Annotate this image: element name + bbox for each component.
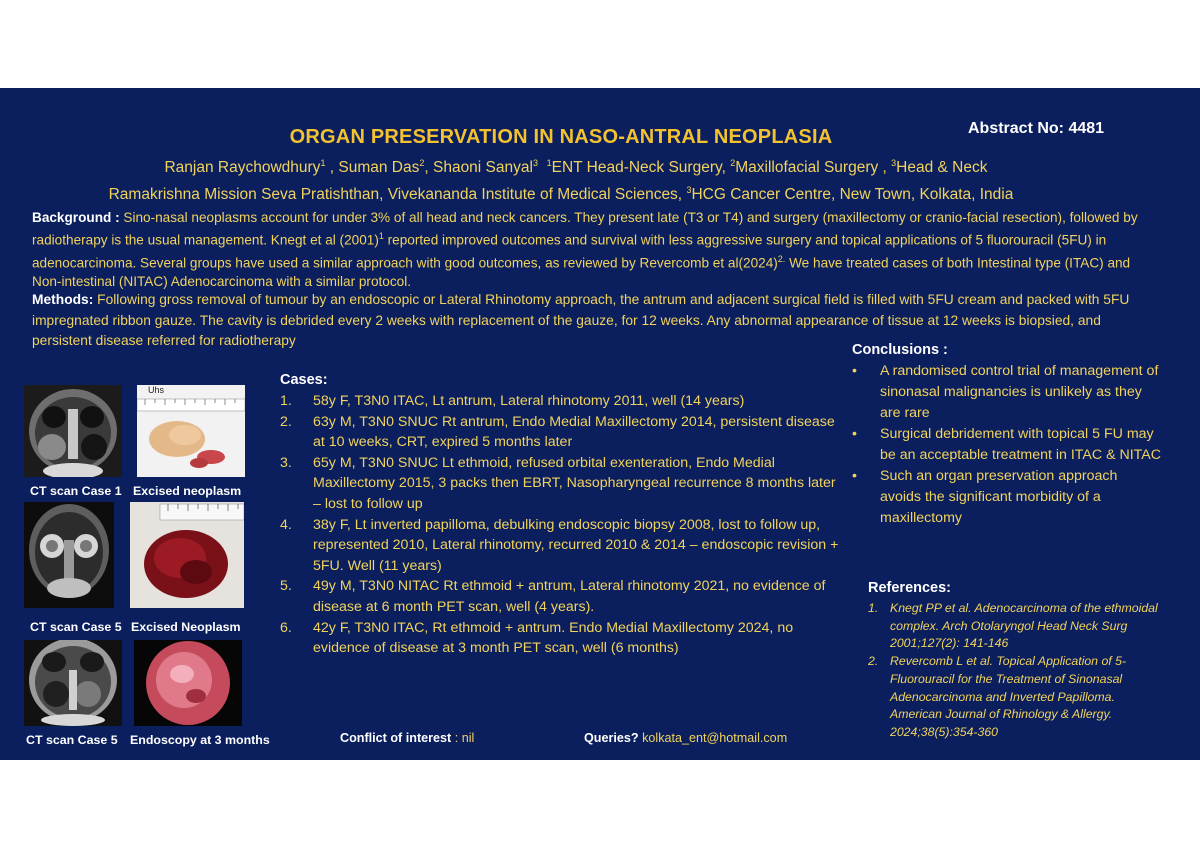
- abstract-number: Abstract No: 4481: [968, 120, 1105, 137]
- superscript: 1: [378, 231, 384, 241]
- case-text: 49y M, T3N0 NITAC Rt ethmoid + antrum, Lateral rhinotomy 2021, no evidence of disease at 6 month PET scan, well (4 years).: [313, 578, 826, 615]
- references-list: [868, 600, 1168, 742]
- bullet-icon: •: [852, 468, 857, 484]
- caption-endoscopy: Endoscopy at 3 months: [130, 733, 270, 747]
- case-number: 3.: [280, 454, 292, 471]
- background-section: [32, 208, 1162, 291]
- ct-scan-case1-image: [24, 385, 122, 477]
- authors-line: [0, 152, 1122, 179]
- queries-label: Queries?: [584, 731, 639, 745]
- background-text: reported improved outcomes and survival with less aggressive surgery and topical applications of 5 fluorouracil (5FU) in adenocarcinoma. Several groups have used a similar approach with good outcomes, as reviewed by Revercomb et al(2024): [32, 232, 1107, 271]
- case-text: 65y M, T3N0 SNUC Lt ethmoid, refused orbital exenteration, Endo Medial Maxillectomy 2015, 3 packs then EBRT, Nasopharyngeal recurrence 8 months later – lost to follow up: [313, 454, 836, 512]
- case-text: 63y M, T3N0 SNUC Rt antrum, Endo Medial Maxillectomy 2014, persistent disease at 10 weeks, CRT, expired 5 months later: [313, 413, 835, 451]
- affiliation-text: Head & Neck: [896, 159, 988, 177]
- methods-section: [32, 290, 1162, 352]
- list-item: [280, 453, 840, 515]
- caption-ct-scan-case5-bottom: CT scan Case 5: [26, 733, 118, 747]
- references-heading: References:: [868, 580, 952, 596]
- poster-title: ORGAN PRESERVATION IN NASO-ANTRAL NEOPLASIA: [289, 126, 833, 148]
- case-number: 6.: [280, 619, 292, 636]
- superscript: 2: [730, 158, 736, 168]
- superscript: 3: [891, 158, 897, 168]
- reference-number: 1.: [868, 601, 879, 615]
- case-text: 38y F, Lt inverted papilloma, debulking endoscopic biopsy 2008, lost to follow up, represented 2010, Lateral rhinotomy, recurred 2010 & 2014 – endoscopic revision + 5FU. Well (11 years): [313, 516, 839, 574]
- list-item: [852, 361, 1162, 424]
- excised-neoplasm-case5-image: [130, 502, 244, 608]
- superscript: 1: [320, 158, 326, 168]
- background-label: Background :: [32, 210, 120, 225]
- reference-number: 2.: [868, 654, 879, 669]
- endoscopy-image: [134, 640, 242, 726]
- conflict-value: : nil: [451, 731, 475, 745]
- conclusion-text: A randomised control trial of management of sinonasal malignancies is unlikely as they are rare: [880, 363, 1159, 421]
- affiliation-text: HCG Cancer Centre, New Town, Kolkata, India: [691, 186, 1014, 204]
- queries-contact: [584, 731, 787, 745]
- conclusion-text: Surgical debridement with topical 5 FU may be an acceptable treatment in ITAC & NITAC: [880, 426, 1161, 463]
- conclusion-text: Such an organ preservation approach avoids the significant morbidity of a maxillectomy: [880, 468, 1118, 526]
- case-number: 1.: [280, 393, 292, 409]
- queries-email[interactable]: kolkata_ent@hotmail.com: [638, 731, 788, 745]
- affiliations-line: [0, 179, 1122, 206]
- authors-affiliations: [0, 152, 1122, 206]
- cases-heading: Cases:: [280, 372, 328, 388]
- conflict-label: Conflict of interest: [340, 731, 452, 745]
- conflict-of-interest: [340, 731, 474, 745]
- caption-ct-scan-case1: CT scan Case 1: [30, 484, 122, 498]
- list-item: [280, 515, 840, 577]
- reference-text: Revercomb L et al. Topical Application of 5-Fluorouracil for the Treatment of Sinonasal Adenocarcinoma and Inverted Papilloma. American Journal of Rhinology & Allergy. 2024;38(5):354-360: [890, 654, 1127, 739]
- list-item: [280, 576, 840, 617]
- affiliation-text: ENT Head-Neck Surgery,: [551, 159, 731, 177]
- author-text: Ranjan Raychowdhury: [164, 159, 321, 177]
- caption-excised-neoplasm-case5: Excised Neoplasm: [131, 620, 241, 634]
- ct-scan-case5-image: [24, 640, 122, 726]
- case-number: 2.: [280, 413, 292, 430]
- cases-list: [280, 391, 840, 659]
- background-text: Sino-nasal neoplasms account for under 3% of all head and neck cancers. They present late (T3 or T4) and surgery (maxillectomy or cranio-facial resection), followed by radiotherapy is the usual management. Knegt et al (2001): [32, 210, 1138, 248]
- caption-excised-neoplasm: Excised neoplasm: [133, 484, 242, 498]
- excised-neoplasm-image: [137, 385, 245, 477]
- conclusions-list: [852, 361, 1162, 529]
- list-item: [868, 653, 1168, 742]
- conclusions-heading: Conclusions :: [852, 342, 948, 358]
- superscript: 2.: [777, 253, 786, 264]
- list-item: [852, 466, 1162, 529]
- background-text: We have treated cases of both Intestinal type (ITAC) and Non-intestinal (NITAC) Adenocarcinoma with a similar protocol.: [32, 255, 1131, 290]
- superscript: 3: [686, 185, 692, 196]
- reference-text: Knegt PP et al. Adenocarcinoma of the ethmoidal complex. Arch Otolaryngol Head Neck Surg 2001;127(2): 141-146: [890, 601, 1158, 651]
- mri-case5-image: [24, 502, 114, 608]
- superscript: 3: [532, 158, 538, 168]
- methods-label: Methods:: [32, 292, 94, 307]
- superscript: 1: [546, 158, 552, 168]
- list-item: [852, 424, 1162, 466]
- author-text: , Shaoni Sanyal: [424, 159, 533, 177]
- author-text: [538, 159, 547, 176]
- methods-text: Following gross removal of tumour by an endoscopic or Lateral Rhinotomy approach, the antrum and adjacent surgical field is filled with 5FU cream and packed with 5FU impregnated ribbon gauze. The cavity is debrided every 2 weeks with replacement of the gauze, for 12 weeks. Any abnormal appearance of tissue at 12 weeks is biopsied, and persistent disease referred for radiotherapy: [32, 292, 1130, 348]
- affiliation-text: Ramakrishna Mission Seva Pratishthan, Vivekananda Institute of Medical Sciences,: [108, 186, 687, 204]
- author-text: , Suman Das: [325, 159, 420, 177]
- list-item: [280, 618, 840, 659]
- list-item: [280, 391, 840, 412]
- affiliation-text: Maxillofacial Surgery ,: [735, 159, 892, 177]
- case-text: 42y F, T3N0 ITAC, Rt ethmoid + antrum. Endo Medial Maxillectomy 2024, no evidence of disease at 3 month PET scan, well (6 months): [313, 619, 794, 657]
- bullet-icon: •: [852, 426, 857, 442]
- caption-ct-scan-case5: CT scan Case 5: [30, 620, 122, 634]
- superscript: 2: [419, 158, 425, 168]
- list-item: [868, 600, 1168, 653]
- case-text: 58y F, T3N0 ITAC, Lt antrum, Lateral rhinotomy 2011, well (14 years): [313, 393, 745, 409]
- list-item: [280, 412, 840, 453]
- poster: [0, 88, 1200, 760]
- ruler-label: Uhs: [148, 385, 165, 395]
- case-number: 4.: [280, 516, 292, 533]
- bullet-icon: •: [852, 363, 857, 379]
- case-number: 5.: [280, 578, 292, 595]
